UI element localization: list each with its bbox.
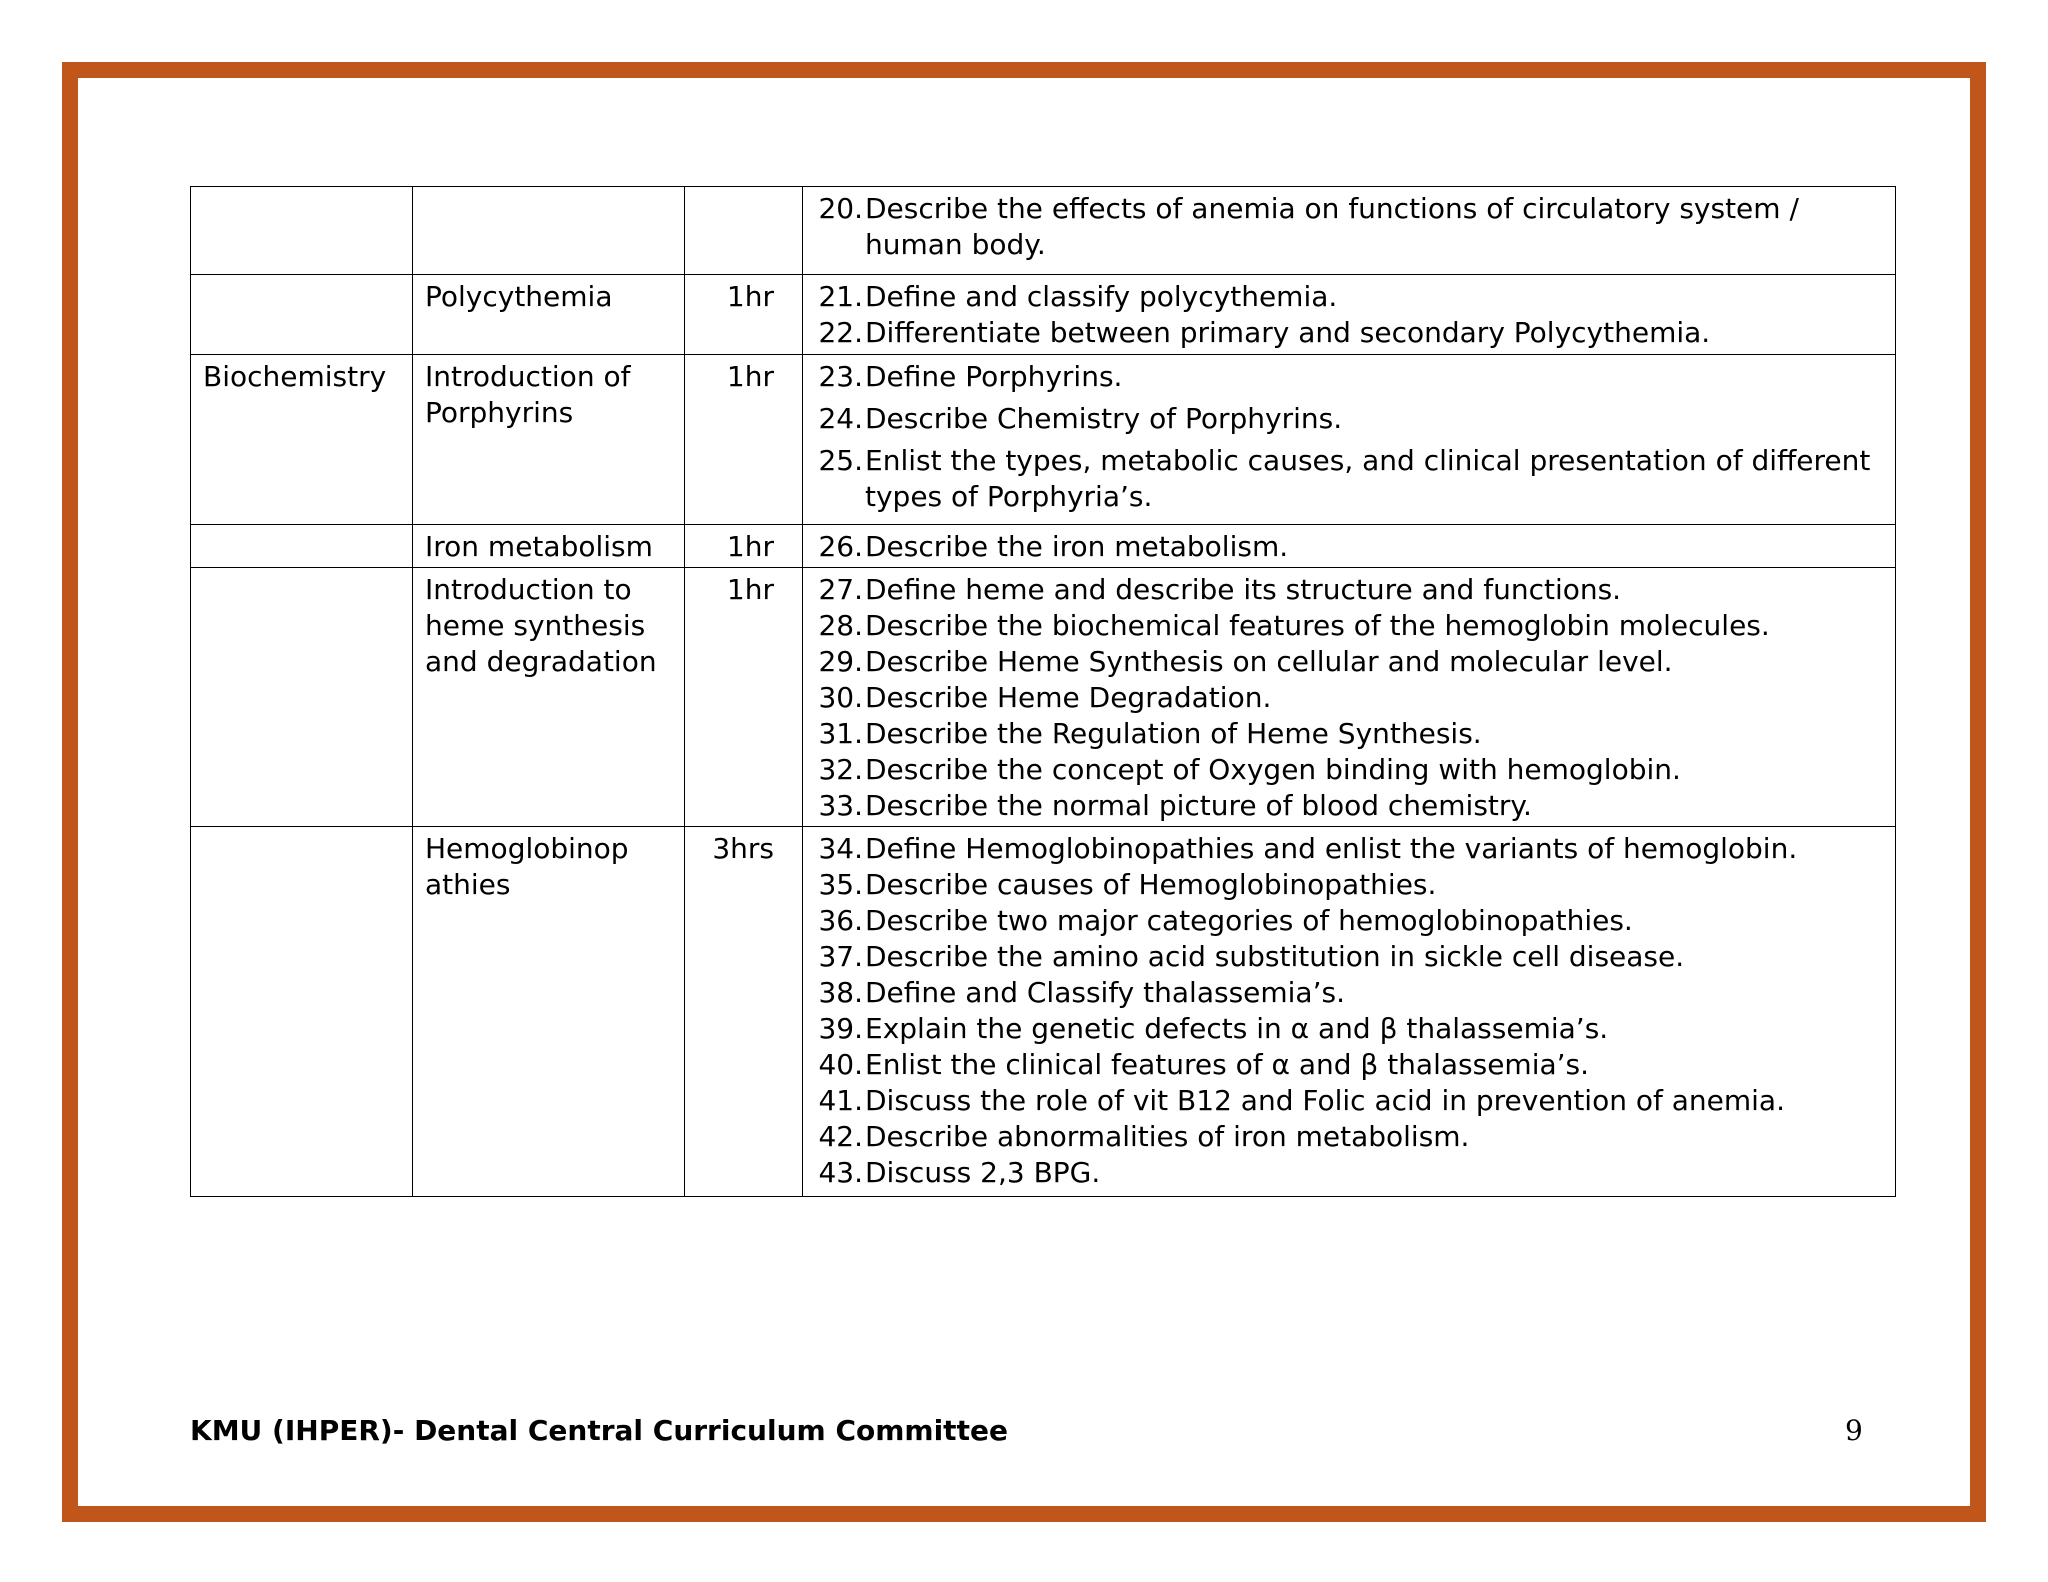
list-item [815, 1155, 1883, 1191]
list-item [815, 903, 1883, 939]
outcome-text: Describe Chemistry of Porphyrins. [865, 402, 1343, 435]
list-item [815, 279, 1883, 315]
outcome-text: Explain the genetic defects in α and β thalassemia’s. [865, 1012, 1609, 1045]
outcome-text: Define Hemoglobinopathies and enlist the variants of hemoglobin. [865, 832, 1798, 865]
outcome-text: Define Porphyrins. [865, 360, 1123, 393]
outcome-text: Describe the amino acid substitution in sickle cell disease. [865, 940, 1685, 973]
outcome-number: 23. [818, 360, 863, 393]
list-item [815, 608, 1883, 644]
outcome-text: Describe two major categories of hemoglobinopathies. [865, 904, 1633, 937]
outcome-list [815, 359, 1883, 515]
outcomes-cell [803, 187, 1896, 275]
outcome-list [815, 831, 1883, 1191]
outcomes-cell [803, 568, 1896, 827]
outcome-list [815, 572, 1883, 824]
outcome-text: Describe the effects of anemia on functions of circulatory system / human body. [865, 192, 1799, 261]
outcome-number: 40. [818, 1048, 863, 1081]
outcome-number: 25. [818, 444, 863, 477]
outcome-number: 26. [818, 530, 863, 563]
outcome-number: 29. [818, 645, 863, 678]
outcome-number: 32. [818, 753, 863, 786]
topic-cell: Polycythemia [413, 275, 685, 355]
outcome-number: 35. [818, 868, 863, 901]
outcome-number: 24. [818, 402, 863, 435]
list-item [815, 975, 1883, 1011]
list-item [815, 752, 1883, 788]
topic-cell: Introduction of Porphyrins [413, 355, 685, 525]
list-item [815, 401, 1883, 437]
subject-cell [191, 187, 413, 275]
list-item [815, 1119, 1883, 1155]
list-item [815, 1083, 1883, 1119]
list-item [815, 443, 1883, 515]
list-item [815, 529, 1883, 565]
topic-cell: Hemoglobinop athies [413, 827, 685, 1197]
outcome-number: 42. [818, 1120, 863, 1153]
list-item [815, 315, 1883, 351]
outcome-number: 38. [818, 976, 863, 1009]
outcome-text: Enlist the types, metabolic causes, and clinical presentation of different types of Porphyria’s. [865, 444, 1871, 513]
outcome-text: Differentiate between primary and secondary Polycythemia. [865, 316, 1711, 349]
list-item [815, 191, 1883, 263]
topic-cell: Iron metabolism [413, 525, 685, 568]
outcome-list [815, 191, 1883, 263]
outcome-number: 22. [818, 316, 863, 349]
outcome-text: Describe the Regulation of Heme Synthesis. [865, 717, 1482, 750]
table-row [191, 568, 1896, 827]
outcome-list [815, 529, 1883, 565]
outcome-text: Describe Heme Degradation. [865, 681, 1272, 714]
table-row [191, 187, 1896, 275]
outcomes-cell [803, 827, 1896, 1197]
footer-committee-name: KMU (IHPER)- Dental Central Curriculum Committee [190, 1414, 1008, 1447]
outcome-text: Enlist the clinical features of α and β thalassemia’s. [865, 1048, 1590, 1081]
table-row [191, 275, 1896, 355]
outcome-number: 41. [818, 1084, 863, 1117]
outcome-text: Discuss the role of vit B12 and Folic acid in prevention of anemia. [865, 1084, 1785, 1117]
hours-cell: 1hr [685, 568, 803, 827]
outcome-text: Describe the concept of Oxygen binding with hemoglobin. [865, 753, 1681, 786]
list-item [815, 359, 1883, 395]
outcome-number: 31. [818, 717, 863, 750]
outcome-number: 43. [818, 1156, 863, 1189]
hours-cell: 1hr [685, 275, 803, 355]
hours-cell: 1hr [685, 525, 803, 568]
outcome-number: 28. [818, 609, 863, 642]
subject-cell [191, 275, 413, 355]
subject-cell [191, 568, 413, 827]
outcome-number: 30. [818, 681, 863, 714]
topic-cell [413, 187, 685, 275]
list-item [815, 572, 1883, 608]
list-item [815, 788, 1883, 824]
outcome-number: 37. [818, 940, 863, 973]
list-item [815, 1011, 1883, 1047]
outcome-number: 34. [818, 832, 863, 865]
table-row [191, 827, 1896, 1197]
subject-cell [191, 827, 413, 1197]
list-item [815, 716, 1883, 752]
outcome-number: 33. [818, 789, 863, 822]
subject-cell [191, 525, 413, 568]
topic-cell: Introduction to heme synthesis and degradation [413, 568, 685, 827]
outcomes-cell [803, 355, 1896, 525]
outcome-text: Define and Classify thalassemia’s. [865, 976, 1345, 1009]
outcome-number: 27. [818, 573, 863, 606]
hours-cell: 3hrs [685, 827, 803, 1197]
outcome-number: 21. [818, 280, 863, 313]
outcome-text: Describe the iron metabolism. [865, 530, 1289, 563]
list-item [815, 831, 1883, 867]
outcome-number: 39. [818, 1012, 863, 1045]
outcome-text: Describe abnormalities of iron metabolism. [865, 1120, 1470, 1153]
page-number: 9 [1845, 1414, 1863, 1447]
table-row [191, 355, 1896, 525]
outcome-text: Describe causes of Hemoglobinopathies. [865, 868, 1437, 901]
table-row [191, 525, 1896, 568]
list-item [815, 1047, 1883, 1083]
list-item [815, 939, 1883, 975]
outcome-text: Define and classify polycythemia. [865, 280, 1338, 313]
outcomes-cell [803, 275, 1896, 355]
subject-cell: Biochemistry [191, 355, 413, 525]
outcome-text: Describe Heme Synthesis on cellular and molecular level. [865, 645, 1673, 678]
list-item [815, 867, 1883, 903]
hours-cell [685, 187, 803, 275]
list-item [815, 644, 1883, 680]
outcome-number: 36. [818, 904, 863, 937]
outcome-text: Describe the biochemical features of the hemoglobin molecules. [865, 609, 1770, 642]
outcome-text: Define heme and describe its structure and functions. [865, 573, 1622, 606]
curriculum-table [190, 186, 1896, 1197]
list-item [815, 680, 1883, 716]
outcome-list [815, 279, 1883, 351]
outcome-text: Describe the normal picture of blood chemistry. [865, 789, 1532, 822]
outcome-text: Discuss 2,3 BPG. [865, 1156, 1101, 1189]
outcomes-cell [803, 525, 1896, 568]
hours-cell: 1hr [685, 355, 803, 525]
outcome-number: 20. [818, 192, 863, 225]
